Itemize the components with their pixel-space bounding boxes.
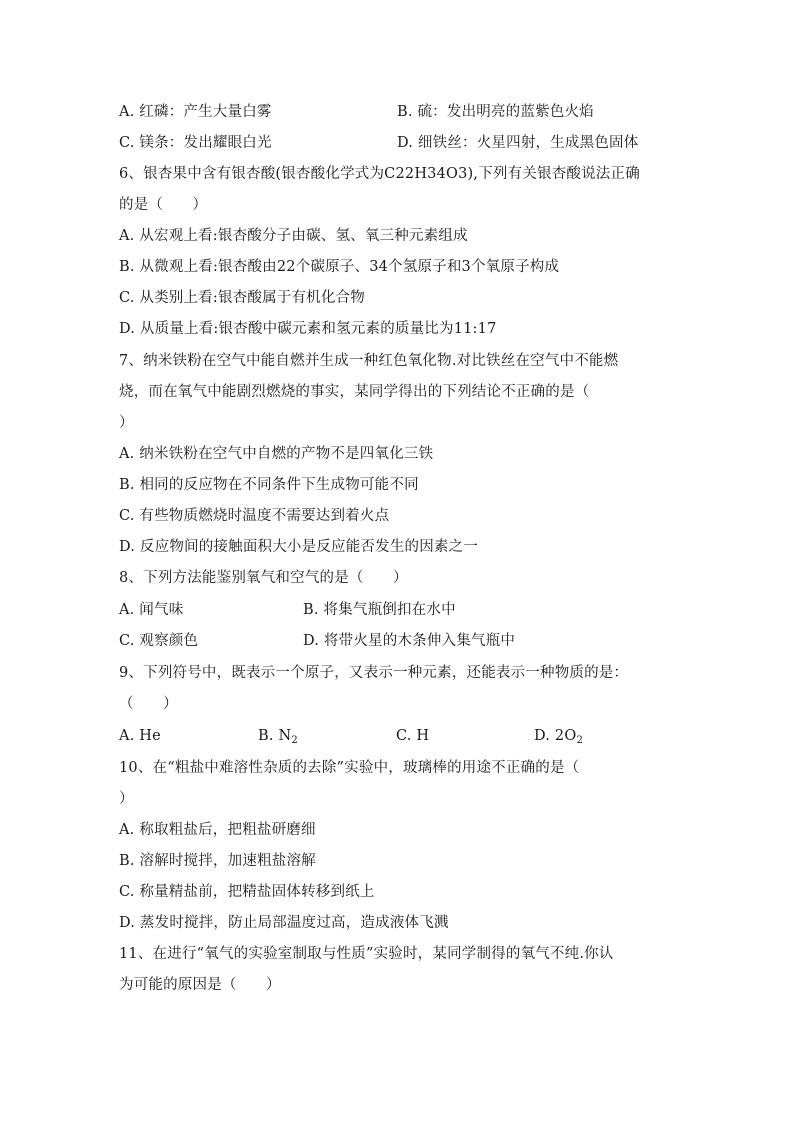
q9-option-b-text: B. N xyxy=(258,728,292,744)
q9-option-d-text: D. 2O xyxy=(534,728,577,744)
q11-stem-line1: 11、在进行“氧气的实验室制取与性质”实验时，某同学制得的氧气不纯.你认 xyxy=(119,946,614,962)
q8-option-a: A. 闻气味 xyxy=(119,602,184,618)
q9-option-b-subscript: 2 xyxy=(291,735,298,746)
q8-stem: 8、下列方法能鉴别氧气和空气的是（ ） xyxy=(119,570,408,586)
q5-option-d: D. 细铁丝：火星四射，生成黑色固体 xyxy=(397,135,639,151)
q7-option-b: B. 相同的反应物在不同条件下生成物可能不同 xyxy=(119,477,419,493)
q6-option-a: A. 从宏观上看:银杏酸分子由碳、氢、氧三种元素组成 xyxy=(119,228,468,244)
q11-stem-line2: 为可能的原因是（ ） xyxy=(119,977,281,993)
q7-option-d: D. 反应物间的接触面积大小是反应能否发生的因素之一 xyxy=(119,539,479,555)
q7-option-c: C. 有些物质燃烧时温度不需要达到着火点 xyxy=(119,508,390,524)
q6-stem-line2: 的是（ ） xyxy=(119,197,208,213)
q7-stem-line2: 烧，而在氧气中能剧烈燃烧的事实，某同学得出的下列结论不正确的是（ xyxy=(119,384,590,400)
q8-option-b: B. 将集气瓶倒扣在水中 xyxy=(303,602,456,618)
q9-option-d-subscript: 2 xyxy=(576,735,584,746)
q9-option-a: A. He xyxy=(119,728,161,744)
q9-option-b xyxy=(258,725,298,747)
q5-option-c: C. 镁条：发出耀眼白光 xyxy=(119,135,272,151)
q10-stem-line1: 10、在“粗盐中难溶性杂质的去除”实验中，玻璃棒的用途不正确的是（ xyxy=(119,760,580,776)
q10-option-c: C. 称量精盐前，把精盐固体转移到纸上 xyxy=(119,884,375,900)
q9-stem-line1: 9、下列符号中，既表示一个原子，又表示一种元素，还能表示一种物质的是： xyxy=(119,665,629,681)
q6-option-b: B. 从微观上看:银杏酸由22个碳原子、34个氢原子和3个氧原子构成 xyxy=(119,259,560,275)
q10-option-a: A. 称取粗盐后，把粗盐研磨细 xyxy=(119,822,316,838)
q5-option-a: A. 红磷：产生大量白雾 xyxy=(119,104,272,120)
q8-option-c: C. 观察颜色 xyxy=(119,633,199,649)
q5-option-b: B. 硫：发出明亮的蓝紫色火焰 xyxy=(397,104,594,120)
q6-option-c: C. 从类别上看:银杏酸属于有机化合物 xyxy=(119,290,365,306)
q7-stem-line3: ） xyxy=(119,415,134,431)
q9-option-d xyxy=(534,725,583,747)
q7-option-a: A. 纳米铁粉在空气中自燃的产物不是四氧化三铁 xyxy=(119,446,434,462)
q10-option-b: B. 溶解时搅拌，加速粗盐溶解 xyxy=(119,853,316,869)
q10-stem-line2: ） xyxy=(119,791,134,807)
q7-stem-line1: 7、纳米铁粉在空气中能自燃并生成一种红色氧化物.对比铁丝在空气中不能燃 xyxy=(119,353,619,369)
q10-option-d: D. 蒸发时搅拌，防止局部温度过高，造成液体飞溅 xyxy=(119,915,449,931)
q8-option-d: D. 将带火星的木条伸入集气瓶中 xyxy=(303,633,516,649)
q6-stem-line1: 6、银杏果中含有银杏酸(银杏酸化学式为C22H34O3),下列有关银杏酸说法正确 xyxy=(119,166,640,182)
q6-option-d: D. 从质量上看:银杏酸中碳元素和氢元素的质量比为11:17 xyxy=(119,321,497,337)
q9-stem-line2: （ ） xyxy=(119,696,178,712)
q9-option-c: C. H xyxy=(396,728,430,744)
